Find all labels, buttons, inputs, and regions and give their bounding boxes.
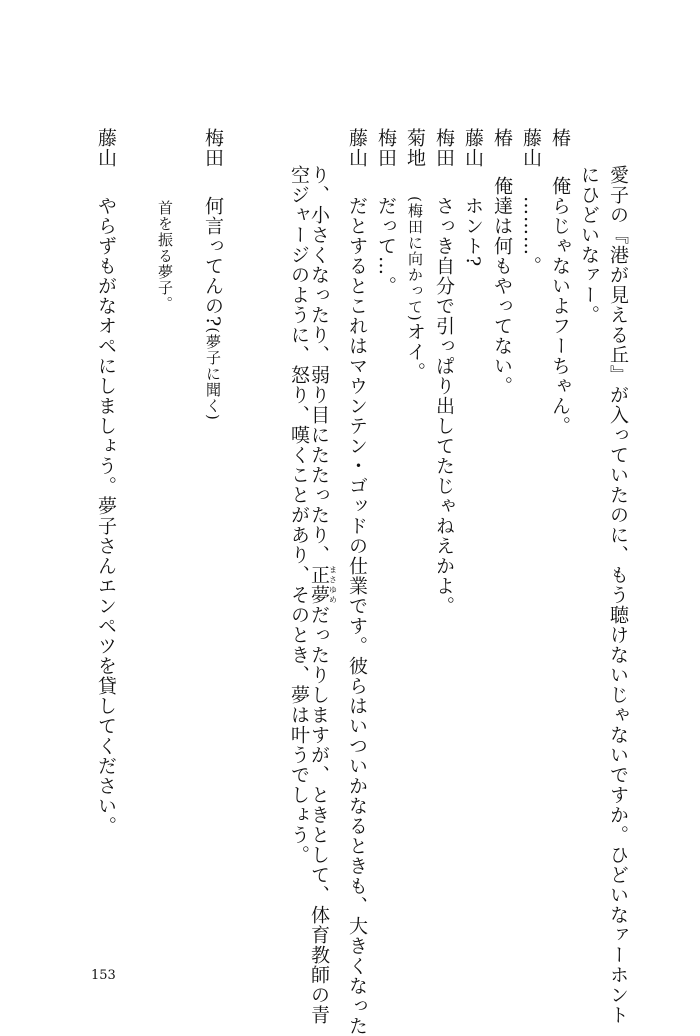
speaker-name: 藤山 (462, 128, 484, 168)
speaker-name: 椿 (549, 128, 571, 148)
line-text: 何言ってんの? (202, 196, 224, 328)
line-text: だったりしますが、ときとして、体育教師の青 (308, 605, 330, 1025)
line-text: さっき自分で引っぱり出してたじゃねえかよ。 (433, 196, 455, 616)
dialogue-line-2 (579, 165, 598, 325)
dialogue-line-10 (347, 128, 366, 1036)
dialogue-line-3 (550, 128, 569, 436)
line-text: にひどいなァー。 (578, 165, 600, 325)
page-number: 153 (91, 968, 116, 983)
ruby-base: 正夢 (308, 565, 330, 605)
line-text: 俺達は何もやってない。 (491, 176, 513, 396)
speaker-name: 椿 (491, 128, 513, 148)
speaker-name: 梅田 (375, 128, 397, 168)
line-text: やらずもがなオペにしましょう。夢子さんエンペツを貸してください。 (95, 196, 117, 836)
speaker-name: 藤山 (520, 128, 542, 168)
line-text: オイ。 (404, 321, 426, 382)
dialogue-line-13 (203, 128, 222, 421)
dialogue-line-4 (521, 128, 540, 276)
dialogue-line-5 (492, 128, 511, 396)
stage-direction (157, 200, 172, 312)
line-text: り、小さくなったり、弱り目にたたったり、 (308, 165, 330, 565)
dialogue-line-1 (608, 165, 627, 1025)
dialogue-line-8 (405, 128, 424, 382)
line-text: 愛子の『港が見える丘』が入っていたのに、もう聴けないじゃないですか。ひどいなァーホント (607, 165, 629, 1025)
stage-direction-inline: (梅田に向かって) (406, 196, 424, 322)
stage-text: 首を振る夢子。 (156, 200, 174, 312)
line-text: ホント? (462, 196, 484, 268)
dialogue-line-11 (309, 165, 337, 1025)
dialogue-line-9 (376, 128, 395, 296)
speaker-name: 菊地 (404, 128, 426, 168)
speaker-name: 梅田 (202, 128, 224, 168)
speaker-name: 藤山 (346, 128, 368, 168)
line-text: だとするとこれはマウンテン・ゴッドの仕業です。彼らはいついかなるときも、大きくなった (346, 196, 368, 1036)
ruby-word (308, 565, 338, 605)
line-text: だって…。 (375, 196, 397, 296)
dialogue-line-6 (463, 128, 482, 267)
dialogue-line-12 (289, 165, 308, 865)
line-text: 空ジャージのように、怒り、嘆くことがあり、そのとき、夢は叶うでしょう。 (288, 165, 310, 865)
line-text: 俺らじゃないよフーちゃん。 (549, 176, 571, 436)
stage-direction-inline: (夢子に聞く) (204, 327, 222, 421)
ruby-reading: まさゆめ (328, 565, 338, 605)
speaker-name: 藤山 (95, 128, 117, 168)
dialogue-line-15 (96, 128, 115, 836)
line-text: ………。 (520, 196, 542, 276)
speaker-name: 梅田 (433, 128, 455, 168)
dialogue-line-7 (434, 128, 453, 616)
